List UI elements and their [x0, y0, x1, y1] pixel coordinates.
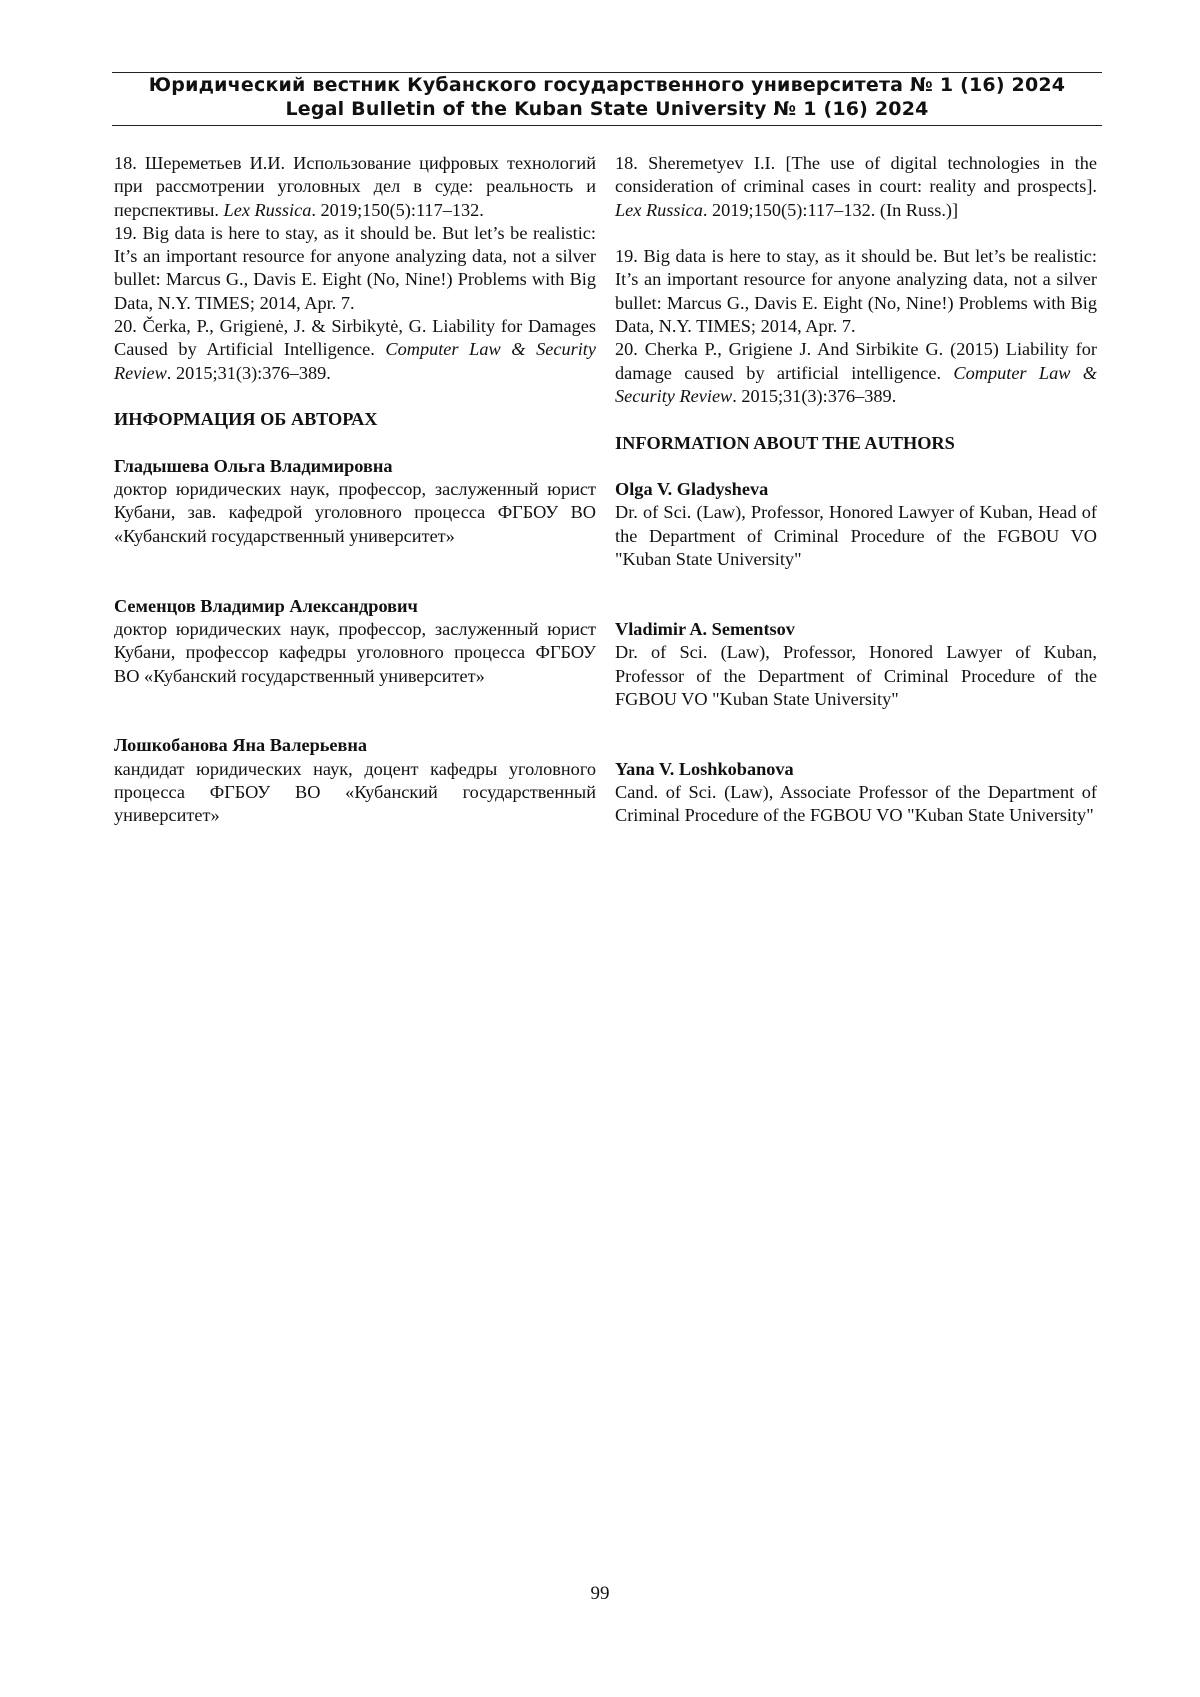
author-name: Семенцов Владимир Александрович — [114, 595, 418, 616]
author-description: доктор юридических наук, профессор, заслуженный юрист Кубани, профессор кафедры уголовного процесса ФГБОУ ВО «Кубанский государственный университет» — [114, 618, 596, 686]
reference-18-en: 18. Sheremetyev I.I. [The use of digital technologies in the consideration of criminal cases in court: reality and prospects]. Lex Russica. 2019;150(5):117–132. (In Russ.)] — [615, 153, 1097, 220]
reference-20-ru: 20. Čerka, P., Grigienė, J. & Sirbikytė, G. Liability for Damages Caused by Artificial Intelligence. Computer Law & Security Review. 2015;31(3):376–389. — [114, 316, 596, 383]
journal-header — [112, 72, 1102, 126]
author-name: Гладышева Ольга Владимировна — [114, 455, 393, 476]
reference-18-ru: 18. Шереметьев И.И. Использование цифровых технологий при рассмотрении уголовных дел в суде: реальность и перспективы. Lex Russica. 2019;150(5):117–132. — [114, 153, 596, 220]
author-block-1-ru — [114, 455, 596, 572]
reference-19-en: 19. Big data is here to stay, as it should be. But let’s be realistic: It’s an important resource for anyone analyzing data, not a silver bullet: Marcus G., Davis E. Eight (No, Nine!) Problems with Big Data, N.Y. TIMES; 2014, Apr. 7. — [615, 246, 1097, 337]
author-description: кандидат юридических наук, доцент кафедры уголовного процесса ФГБОУ ВО «Кубанский государственный университет» — [114, 758, 596, 826]
author-name: Vladimir A. Sementsov — [615, 618, 795, 639]
author-block-2-ru — [114, 595, 596, 712]
author-description: Cand. of Sci. (Law), Associate Professor of the Department of Criminal Procedure of the FGBOU VO "Kuban State University" — [615, 782, 1097, 826]
authors-heading-en: INFORMATION ABOUT THE AUTHORS — [615, 432, 955, 453]
author-name: Olga V. Gladysheva — [615, 479, 769, 500]
left-column — [114, 152, 596, 828]
reference-20-en: 20. Cherka P., Grigiene J. And Sirbikite G. (2015) Liability for damage caused by artificial intelligence. Computer Law & Security Review. 2015;31(3):376–389. — [615, 339, 1097, 406]
author-block-3-en — [615, 758, 1097, 828]
author-block-3-ru — [114, 734, 596, 827]
author-block-1-en — [615, 478, 1097, 595]
author-block-2-en — [615, 618, 1097, 735]
right-column — [615, 152, 1097, 828]
journal-title-en: Legal Bulletin of the Kuban State University № 1 (16) 2024 — [285, 98, 929, 120]
author-name: Yana V. Loshkobanova — [615, 758, 794, 779]
journal-title-ru: Юридический вестник Кубанского государственного университета № 1 (16) 2024 — [148, 74, 1066, 96]
author-description: доктор юридических наук, профессор, заслуженный юрист Кубани, зав. кафедрой уголовного процесса ФГБОУ ВО «Кубанский государственный университет» — [114, 479, 596, 546]
author-description: Dr. of Sci. (Law), Professor, Honored Lawyer of Kuban, Head of the Department of Criminal Procedure of the FGBOU VO "Kuban State University" — [615, 502, 1097, 570]
reference-19-ru: 19. Big data is here to stay, as it should be. But let’s be realistic: It’s an important resource for anyone analyzing data, not a silver bullet: Marcus G., Davis E. Eight (No, Nine!) Problems with Big Data, N.Y. TIMES; 2014, Apr. 7. — [114, 222, 596, 313]
page-number: 99 — [590, 1583, 610, 1604]
author-description: Dr. of Sci. (Law), Professor, Honored Lawyer of Kuban, Professor of the Department of Criminal Procedure of the FGBOU VO "Kuban State University" — [615, 642, 1097, 709]
author-name: Лошкобанова Яна Валерьевна — [114, 735, 368, 756]
authors-heading-ru: ИНФОРМАЦИЯ ОБ АВТОРАХ — [114, 409, 378, 430]
